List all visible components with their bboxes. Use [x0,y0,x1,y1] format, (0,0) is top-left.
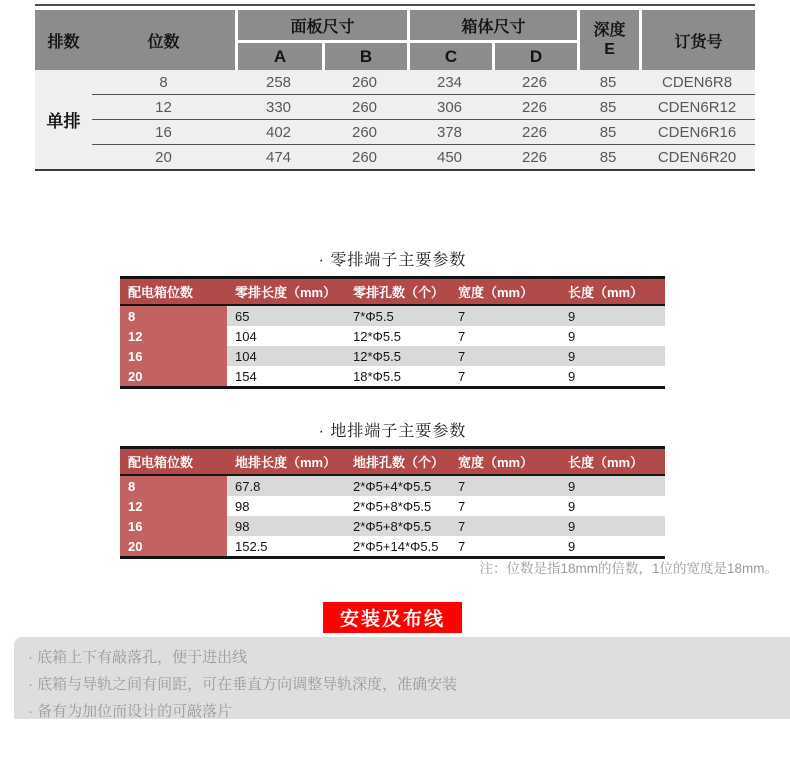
col-header-c: C [407,43,492,70]
col-header-box-positions: 配电箱位数 [120,278,227,306]
col-header-box-positions: 配电箱位数 [120,448,227,476]
table-cell: 378 [407,119,492,144]
table-cell: 226 [492,119,577,144]
table-cell: 12 [92,94,235,119]
table-row [120,475,665,496]
col-header-hole-count: 零排孔数（个） [345,278,450,306]
feature-item: · 底箱与导轨之间有间距，可在垂直方向调整导轨深度，准确安装 [28,676,458,693]
col-header-order-no: 订货号 [639,10,755,70]
table-cell: 104 [227,346,345,366]
table-cell: 450 [407,144,492,169]
table-cell: 9 [560,366,665,388]
table-cell: 260 [322,119,407,144]
col-header-hole-count: 地排孔数（个） [345,448,450,476]
table-cell: 12 [120,326,227,346]
col-header-bar-length: 零排长度（mm） [227,278,345,306]
table-cell: 20 [120,366,227,388]
table-cell: 226 [492,70,577,94]
table-cell: 16 [120,516,227,536]
table-cell: 98 [227,496,345,516]
neutral-bar-table [120,276,665,389]
table-cell: CDEN6R8 [639,70,755,94]
table-cell: 152.5 [227,536,345,558]
table-cell: 9 [560,305,665,326]
table-row [35,144,755,169]
table-cell: 9 [560,346,665,366]
table-cell: 12*Φ5.5 [345,326,450,346]
table-cell: 9 [560,516,665,536]
table-cell: 65 [227,305,345,326]
table-cell: 85 [577,119,639,144]
table-row [120,496,665,516]
table-cell: 234 [407,70,492,94]
feature-item: · 底箱上下有敲落孔，便于进出线 [28,649,248,666]
table-cell: 7 [450,346,560,366]
col-group-panel-size: 面板尺寸 [235,10,407,43]
table-cell: 9 [560,475,665,496]
feature-item: · 备有为加位而设计的可敲落片 [28,703,233,720]
table-row [120,305,665,326]
table-cell: 258 [235,70,322,94]
install-wiring-banner: 安装及布线 [323,602,462,633]
table-row [120,536,665,558]
table-cell: 306 [407,94,492,119]
table-header-row [35,10,755,43]
table-cell: 8 [92,70,235,94]
table-cell: 12*Φ5.5 [345,346,450,366]
table-cell: 16 [92,119,235,144]
table-header-row [120,448,665,476]
table-cell: 2*Φ5+4*Φ5.5 [345,475,450,496]
table-row [35,70,755,94]
col-header-d: D [492,43,577,70]
table-cell: 2*Φ5+8*Φ5.5 [345,516,450,536]
ground-bar-section-title: · 地排端子主要参数 [318,423,467,440]
col-header-length: 长度（mm） [560,278,665,306]
table-header-row [120,278,665,306]
col-header-row-count: 排数 [35,10,92,70]
table-cell: 12 [120,496,227,516]
table-cell: 154 [227,366,345,388]
table-cell: 330 [235,94,322,119]
col-header-bar-length: 地排长度（mm） [227,448,345,476]
table-cell: 474 [235,144,322,169]
table-cell: 7 [450,326,560,346]
table-cell: 9 [560,326,665,346]
table-cell: 260 [322,70,407,94]
table-cell: 104 [227,326,345,346]
table-cell: 260 [322,144,407,169]
table-row [35,94,755,119]
table-row [120,366,665,388]
table-cell: CDEN6R20 [639,144,755,169]
table-cell: 9 [560,496,665,516]
table-cell: 85 [577,144,639,169]
table-cell: 7*Φ5.5 [345,305,450,326]
table-cell: CDEN6R12 [639,94,755,119]
table-row [35,119,755,144]
depth-sub-label: E [604,41,615,58]
table-cell: 226 [492,94,577,119]
table-cell: 20 [92,144,235,169]
ground-bar-table [120,446,665,559]
col-header-width: 宽度（mm） [450,448,560,476]
table-cell: 260 [322,94,407,119]
table-cell: 67.8 [227,475,345,496]
table-cell: 8 [120,475,227,496]
col-header-width: 宽度（mm） [450,278,560,306]
col-header-length: 长度（mm） [560,448,665,476]
dimensions-table [35,4,755,171]
table-cell: 2*Φ5+14*Φ5.5 [345,536,450,558]
table-cell: 2*Φ5+8*Φ5.5 [345,496,450,516]
table-cell: 9 [560,536,665,558]
table-cell: 98 [227,516,345,536]
table-cell: 85 [577,70,639,94]
col-group-box-size: 箱体尺寸 [407,10,577,43]
col-header-a: A [235,43,322,70]
table-cell: 20 [120,536,227,558]
table-cell: CDEN6R16 [639,119,755,144]
col-header-depth [577,10,639,70]
table-row [120,346,665,366]
table-row [120,516,665,536]
table-cell: 402 [235,119,322,144]
table-row [120,326,665,346]
table-cell: 7 [450,475,560,496]
table-cell: 7 [450,366,560,388]
col-header-positions: 位数 [92,10,235,70]
table-cell: 7 [450,496,560,516]
row-group-label: 单排 [35,70,92,169]
table-cell: 18*Φ5.5 [345,366,450,388]
table-cell: 226 [492,144,577,169]
table-cell: 7 [450,536,560,558]
table-cell: 7 [450,305,560,326]
col-header-b: B [322,43,407,70]
table-cell: 8 [120,305,227,326]
table-cell: 7 [450,516,560,536]
note-text: 注：位数是指18mm的倍数，1位的宽度是18mm。 [479,561,778,576]
table-cell: 16 [120,346,227,366]
table-cell: 85 [577,94,639,119]
depth-label: 深度 [593,22,626,39]
features-section [14,637,790,719]
neutral-bar-section-title: · 零排端子主要参数 [318,252,467,269]
